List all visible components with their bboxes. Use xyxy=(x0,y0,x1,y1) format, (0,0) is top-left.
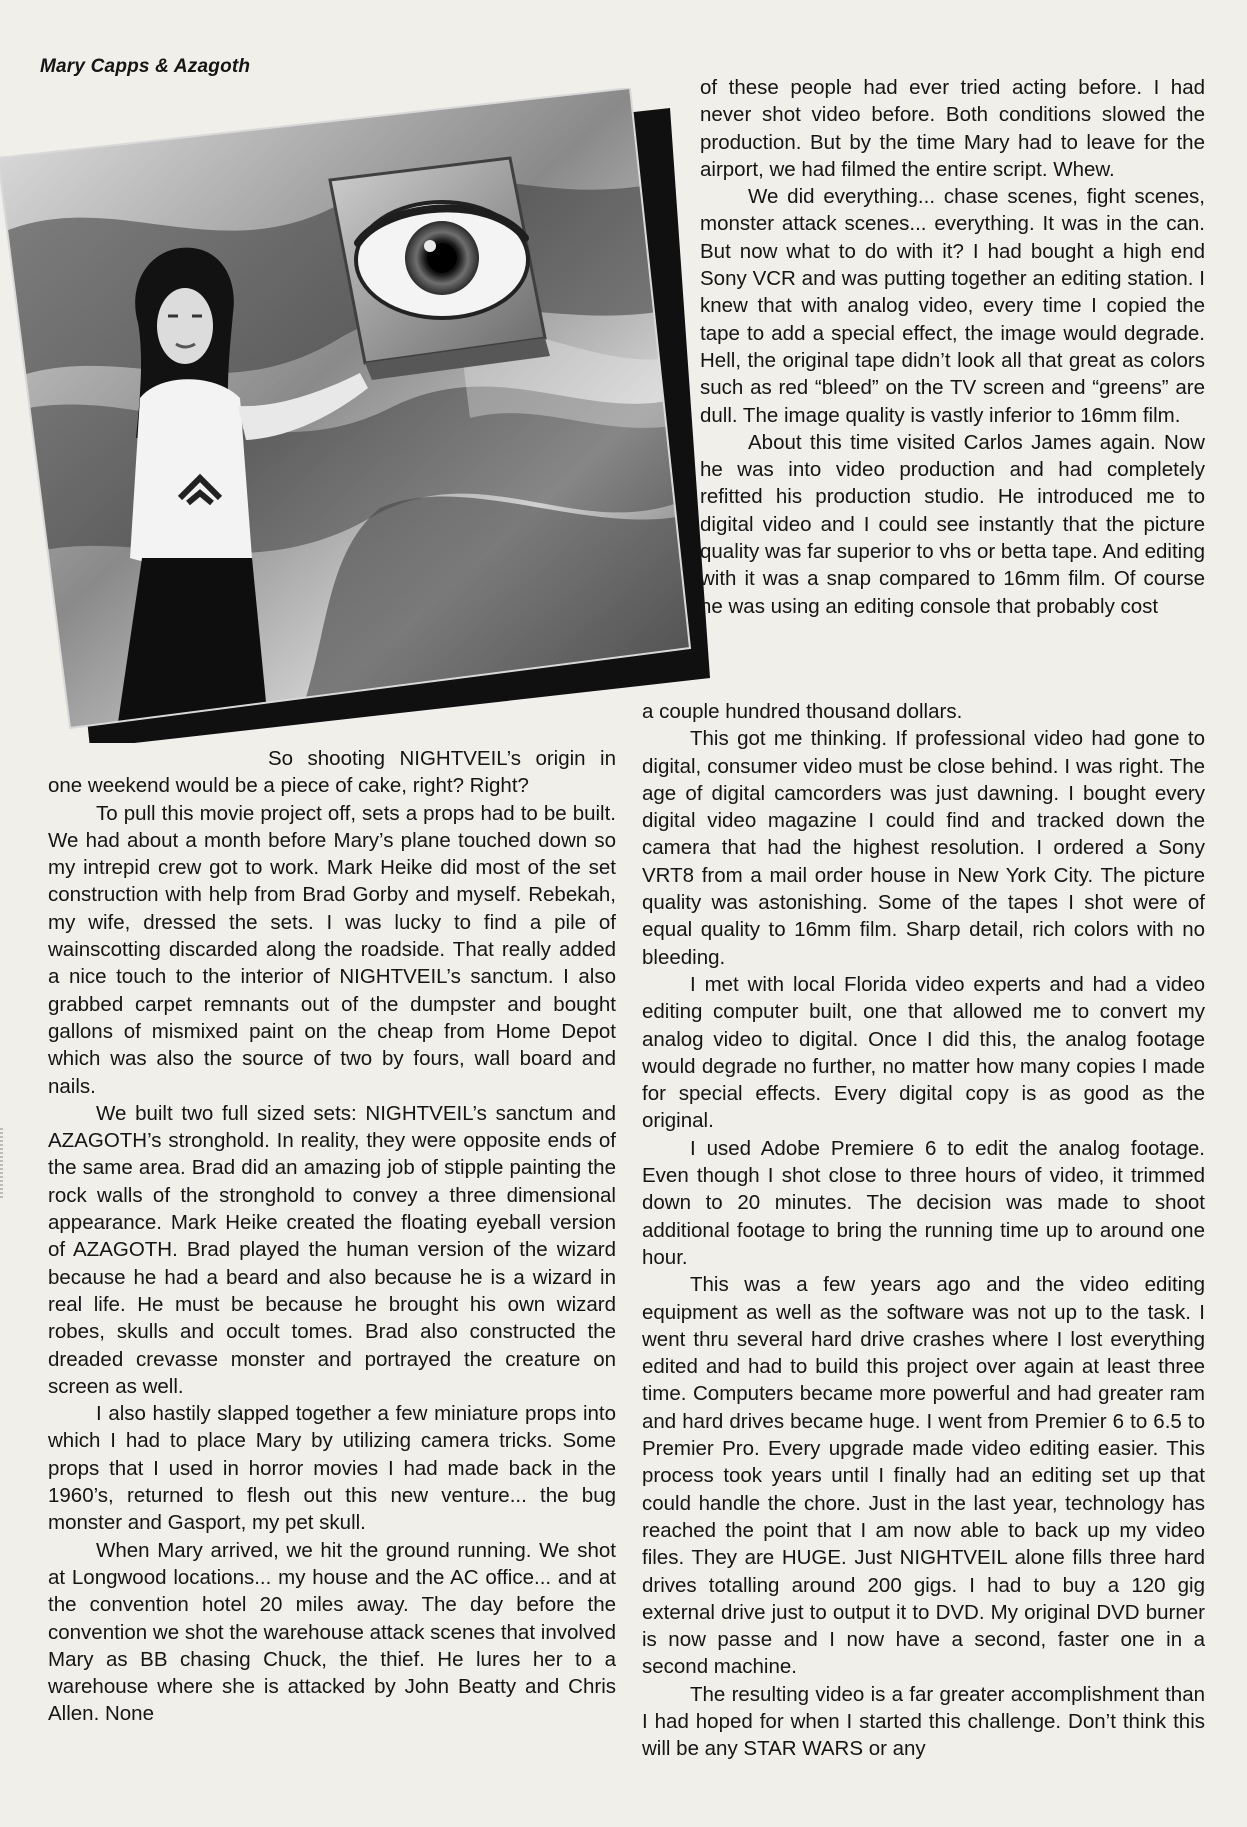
scan-edge-mark xyxy=(0,1128,3,1198)
author-heading: Mary Capps & Azagoth xyxy=(40,56,251,77)
article-paragraph: a couple hundred thousand dollars. xyxy=(642,700,963,723)
article-paragraph: We built two full sized sets: NIGHTVEIL’s sanctum and AZAGOTH’s stronghold. In reality, they were opposite ends of the same area. Brad did an amazing job of stipple painting the rock walls of the stronghold to convey a three dimensional appearance. Mark Heike created the floating eyeball version of AZAGOTH. Brad played the human version of the wizard because he had a beard and also because he is a wizard in real life. He must be because he brought his own wizard robes, skulls and occult tomes. Brad also constructed the dreaded crevasse monster and portrayed the creature on screen as well. xyxy=(48,1101,616,1398)
article-paragraph: We did everything... chase scenes, fight scenes, monster attack scenes... everything. It was in the can. But now what to do with it? I had bought a high end Sony VCR and was putting together an editing station. I knew that with analog video, every time I copied the tape to add a special effect, the image would degrade. Hell, the original tape didn’t look all that great as colors such as red “bleed” on the TV screen and “greens” are dull. The image quality is vastly inferior to 16mm film. xyxy=(700,185,1205,427)
article-paragraph: To pull this movie project off, sets a props had to be built. We had about a month before Mary’s plane touched down so my intrepid crew got to work. Mark Heike did most of the set construction with help from Brad Gorby and myself. Rebekah, my wife, dressed the sets. I was lucky to find a pile of wainscotting discarded along the roadside. That really added a nice touch to the interior of NIGHTVEIL’s sanctum. I also grabbed carpet remnants out of the dumpster and bought gallons of mismixed paint on the cheap from Home Depot which was also the source of two by fours, wall board and nails. xyxy=(48,801,616,1098)
article-paragraph: When Mary arrived, we hit the ground running. We shot at Longwood locations... my house and the AC office... and at the convention hotel 20 miles away. The day before the convention we shot the warehouse attack scenes that involved Mary as BB chasing Chuck, the thief. He lures her to a warehouse where she is attacked by John Beatty and Chris Allen. None xyxy=(48,1538,616,1726)
article-paragraph: About this time visited Carlos James again. Now he was into video production and had completely refitted his production studio. He introduced me to digital video and I could see instantly that the picture quality was far superior to vhs or betta tape. And editing with it was a snap compared to 16mm film. Of course he was using an editing console that probably cost xyxy=(700,430,1205,618)
article-column-right-middle xyxy=(642,698,1205,1763)
floating-eyeball-prop xyxy=(330,158,550,380)
photo-illustration xyxy=(0,88,710,743)
article-paragraph: of these people had ever tried acting before. I had never shot video before. Both conditions slowed the production. But by the time Mary had to leave for the airport, we had filmed the entire script. Whew. xyxy=(700,76,1205,181)
article-paragraph: I also hastily slapped together a few miniature props into which I had to place Mary by utilizing camera tricks. Some props that I used in horror movies I had made back in the 1960’s, returned to flesh out this new venture... the bug monster and Gasport, my pet skull. xyxy=(48,1402,616,1535)
article-paragraph: This was a few years ago and the video editing equipment as well as the software was not up to the task. I went thru several hard drive crashes where I lost everything edited and had to build this project over again at least three time. Computers became more powerful and had greater ram and hard drives became huge. I went from Premier 6 to 6.5 to Premier Pro. Every upgrade made video editing easier. This process took years until I finally had an editing set up that could handle the chore. Just in the last year, technology has reached the point that I am now able to back up my video files. They are HUGE. Just NIGHTVEIL alone fills three hard drives totalling around 200 gigs. I had to buy a 120 gig external drive just to output it to DVD. My original DVD burner is now passe and I now have a second, faster one in a second machine. xyxy=(642,1273,1205,1679)
article-column-right-top xyxy=(700,74,1205,620)
article-paragraph: The resulting video is a far greater accomplishment than I had hoped for when I started this challenge. Don’t think this will be any STAR WARS or any xyxy=(642,1682,1205,1761)
article-paragraph: So shooting NIGHTVEIL’s origin in one weekend would be a piece of cake, right? Right? xyxy=(48,747,616,798)
article-paragraph: I met with local Florida video experts and had a video editing computer built, one that allowed me to convert my analog video to digital. Once I did this, the analog footage would degrade no further, no matter how many copies I made for special effects. Every digital copy is as good as the original. xyxy=(642,972,1205,1133)
article-column-left xyxy=(48,745,616,1728)
photo-figure xyxy=(0,88,710,743)
article-paragraph: This got me thinking. If professional video had gone to digital, consumer video must be close behind. I was right. The age of digital camcorders was just dawning. I bought every digital video magazine I could find and tracked down the camera that had the highest resolution. I ordered a Sony VRT8 from a mail order house in New York City. The picture quality was astonishing. Some of the tapes I shot were of equal quality to 16mm film. Sharp detail, rich colors with no bleeding. xyxy=(642,727,1205,969)
article-paragraph: I used Adobe Premiere 6 to edit the analog footage. Even though I shot close to three hours of video, it trimmed down to 20 minutes. The decision was made to shoot additional footage to bring the running time up to around one hour. xyxy=(642,1136,1205,1269)
